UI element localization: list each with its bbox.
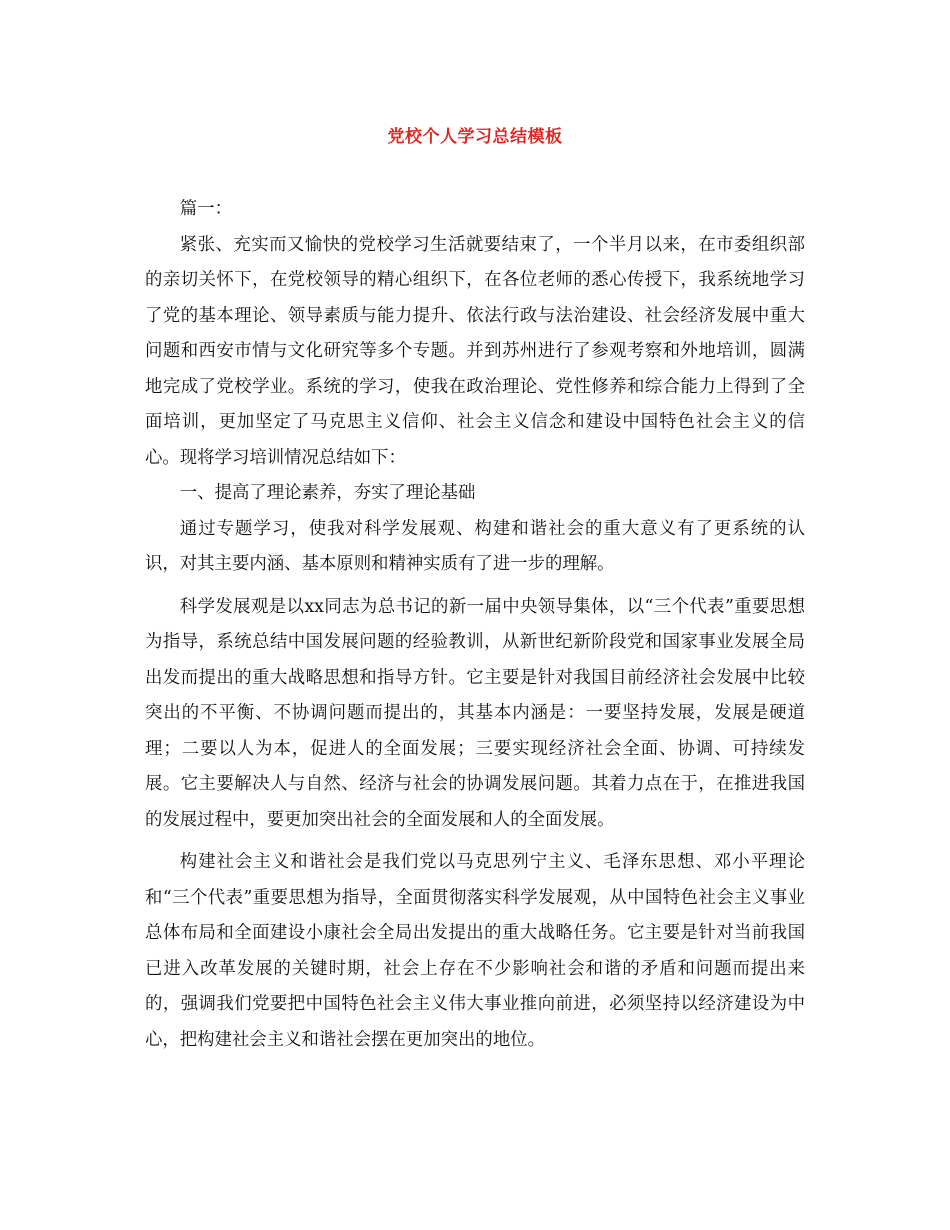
paragraph-understanding: 通过专题学习，使我对科学发展观、构建和谐社会的重大意义有了更系统的认识，对其主要内涵、基本原则和精神实质有了进一步的理解。 [145, 518, 805, 574]
section-label: 篇一： [179, 199, 232, 219]
paragraph-harmonious-society: 构建社会主义和谐社会是我们党以马克思列宁主义、毛泽东思想、邓小平理论和“三个代表”重要思想为指导，全面贯彻落实科学发展观，从中国特色社会主义事业总体布局和全面建设小康社会全局出发提出的重大战略任务。它主要是针对当前我国已进入改革发展的关键时期，社会上存在不少影响社会和谐的矛盾和问题而提出来的，强调我们党要把中国特色社会主义伟大事业推向前进，必须坚持以经济建设为中心，把构建社会主义和谐社会摆在更加突出的地位。 [145, 852, 805, 1050]
document-body [145, 192, 805, 1065]
section-heading: 一、提高了理论素养，夯实了理论基础 [179, 483, 476, 503]
paragraph-scientific-development: 科学发展观是以xx同志为总书记的新一届中央领导集体，以“三个代表”重要思想为指导，系统总结中国发展问题的经验教训，从新世纪新阶段党和国家事业发展全局出发而提出的重大战略思想和指导方针。它主要是针对我国目前经济社会发展中比较突出的不平衡、不协调问题而提出的，其基本内涵是：一要坚持发展，发展是硬道理；二要以人为本，促进人的全面发展；三要实现经济社会全面、协调、可持续发展。它主要解决人与自然、经济与社会的协调发展问题。其着力点在于，在推进我国的发展过程中，要更加突出社会的全面发展和人的全面发展。 [145, 596, 805, 830]
intro-paragraph: 紧张、充实而又愉快的党校学习生活就要结束了，一个半月以来，在市委组织部的亲切关怀下，在党校领导的精心组织下，在各位老师的悉心传授下，我系统地学习了党的基本理论、领导素质与能力提升、依法行政与法治建设、社会经济发展中重大问题和西安市情与文化研究等多个专题。并到苏州进行了参观考察和外地培训，圆满地完成了党校学业。系统的学习，使我在政治理论、党性修养和综合能力上得到了全面培训，更加坚定了马克思主义信仰、社会主义信念和建设中国特色社会主义的信心。现将学习培训情况总结如下： [145, 234, 805, 468]
document-title: 党校个人学习总结模板 [387, 127, 563, 147]
